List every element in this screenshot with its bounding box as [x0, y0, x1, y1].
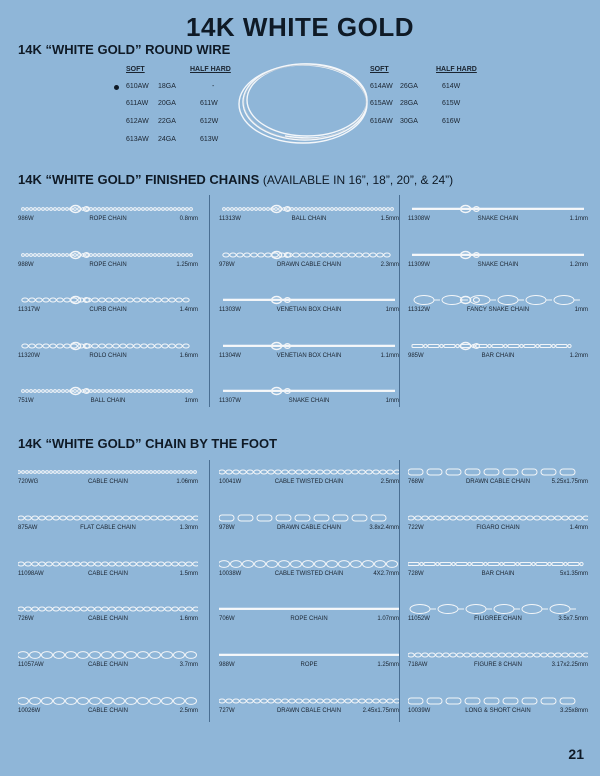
chain-name: VENETIAN BOX CHAIN: [276, 307, 342, 313]
chain-size: 1.5mm: [380, 216, 399, 222]
chain-sku: 10041W: [219, 479, 242, 485]
chain-size: 1.6mm: [179, 616, 198, 623]
chain-name: ROPE: [300, 662, 318, 669]
chain-size: 1mm: [574, 307, 588, 313]
chain-size: 2.5mm: [380, 479, 399, 485]
chain-size: 1.2mm: [569, 352, 588, 359]
chain-image: [18, 602, 198, 616]
chain-item: [408, 511, 588, 557]
chain-image: [219, 248, 399, 262]
wire-soft-sku: 616AW: [370, 118, 393, 125]
wire-gauge: 18GA: [158, 83, 176, 90]
chain-name: DRAWN CABLE CHAIN: [276, 261, 342, 268]
soft-label-right: SOFT: [370, 66, 389, 73]
chain-sku: 726W: [18, 616, 34, 623]
chain-name: ROLO CHAIN: [89, 352, 127, 359]
wire-half-hard-sku: -: [212, 83, 215, 90]
chain-item: [408, 602, 588, 648]
finished-chains-title: 14K “WHITE GOLD” FINISHED CHAINS: [18, 172, 260, 187]
chain-size: 3.7mm: [179, 662, 198, 669]
wire-half-hard-sku: 613W: [200, 136, 219, 143]
chain-name: SNAKE CHAIN: [477, 216, 519, 222]
chain-sku: 720WG: [18, 479, 39, 485]
chain-size: 1.1mm: [380, 352, 399, 359]
chain-size: 2.5mm: [179, 708, 198, 714]
chain-sku: 11098AW: [18, 570, 44, 577]
chain-name: CABLE CHAIN: [87, 708, 128, 714]
chain-image: [408, 293, 588, 307]
chain-sku: 11304W: [219, 352, 241, 359]
chain-sku: 11308W: [408, 216, 430, 222]
chain-size: 1.06mm: [176, 479, 198, 485]
chain-name: BALL CHAIN: [291, 216, 327, 222]
chain-sku: 11320W: [18, 352, 40, 359]
chain-sku: 11052W: [408, 616, 430, 623]
chain-item: [219, 511, 399, 557]
chain-name: DRAWN CBALE CHAIN: [276, 708, 342, 714]
wire-gauge: 24GA: [158, 136, 176, 143]
chain-item: [219, 202, 399, 248]
chain-sku: 875AW: [18, 524, 38, 531]
wire-coil-image: [225, 52, 385, 152]
half-hard-label-right: HALF HARD: [436, 66, 477, 73]
chain-sku: 988W: [18, 261, 34, 268]
chain-size: 1.25mm: [377, 662, 399, 669]
chain-name: CABLE CHAIN: [87, 570, 128, 577]
chain-item: [408, 293, 588, 339]
chain-sku: 978W: [219, 524, 235, 531]
chain-sku: 11307W: [219, 398, 241, 404]
wire-half-hard-sku: 615W: [442, 100, 461, 107]
chain-item: [408, 339, 588, 385]
chain-size: 3.25x8mm: [559, 708, 588, 714]
page-number: 21: [568, 746, 584, 762]
round-wire-heading: 14K “WHITE GOLD” ROUND WIRE: [18, 42, 231, 57]
chain-size: 5.25x1.75mm: [551, 479, 588, 485]
chain-image: [219, 557, 399, 571]
chain-image: [18, 465, 198, 479]
wire-gauge: 20GA: [158, 100, 176, 107]
wire-half-hard-sku: 612W: [200, 118, 219, 125]
wire-soft-sku: 615AW: [370, 100, 393, 107]
chain-image: [219, 648, 399, 662]
column-divider: [209, 195, 210, 407]
soft-label-left: SOFT: [126, 66, 145, 73]
chain-item: [18, 602, 198, 648]
chain-image: [219, 694, 399, 708]
chain-sku: 768W: [408, 479, 424, 485]
chain-item: [219, 248, 399, 294]
chain-item: [408, 694, 588, 740]
chain-item: [18, 202, 198, 248]
chain-size: 2.3mm: [380, 261, 399, 268]
chain-name: FLAT CABLE CHAIN: [80, 524, 136, 531]
chain-image: [408, 202, 588, 216]
chain-size: 3.17x2.25mm: [551, 662, 588, 669]
chain-image: [408, 339, 588, 353]
chain-name: CURB CHAIN: [89, 307, 127, 313]
chain-image: [18, 248, 198, 262]
chain-sku: 988W: [219, 662, 235, 669]
chain-item: [408, 465, 588, 511]
chain-sku: 718AW: [408, 662, 428, 669]
chain-image: [18, 339, 198, 353]
chain-image: [219, 202, 399, 216]
chain-size: 1.5mm: [179, 570, 198, 577]
chain-image: [219, 293, 399, 307]
chain-sku: 10038W: [219, 570, 242, 577]
wire-soft-sku: 610AW: [126, 83, 149, 90]
chain-name: CABLE CHAIN: [87, 662, 128, 669]
chain-name: LONG & SHORT CHAIN: [465, 708, 531, 714]
chain-name: DRAWN CABLE CHAIN: [465, 479, 531, 485]
column-divider: [209, 460, 210, 722]
chain-sku: 11312W: [408, 307, 430, 313]
chain-name: CABLE CHAIN: [87, 616, 128, 623]
chain-sku: 11057AW: [18, 662, 44, 669]
chain-name: CABLE TWISTED CHAIN: [274, 570, 344, 577]
chain-image: [18, 511, 198, 525]
chain-name: BAR CHAIN: [481, 570, 515, 577]
wire-gauge: 28GA: [400, 100, 418, 107]
chain-name: VENETIAN BOX CHAIN: [276, 352, 342, 359]
chain-sku: 706W: [219, 616, 235, 623]
chain-image: [408, 248, 588, 262]
chain-item: [408, 202, 588, 248]
chain-image: [219, 339, 399, 353]
wire-coil-loop: [239, 65, 367, 143]
chain-name: SNAKE CHAIN: [477, 261, 519, 268]
chain-image: [408, 557, 588, 571]
chain-item: [18, 694, 198, 740]
wire-half-hard-sku: 611W: [200, 100, 218, 107]
chain-item: [18, 557, 198, 603]
chain-item: [408, 557, 588, 603]
finished-chains-note: (AVAILABLE IN 16”, 18”, 20”, & 24”): [262, 173, 454, 187]
chain-size: 0.8mm: [179, 216, 198, 222]
chain-image: [408, 465, 588, 479]
wire-half-hard-sku: 616W: [442, 118, 461, 125]
chain-image: [408, 648, 588, 662]
chain-size: 4X2.7mm: [373, 570, 399, 577]
chain-image: [408, 694, 588, 708]
chain-item: [18, 293, 198, 339]
chain-item: [18, 465, 198, 511]
chain-item: [219, 339, 399, 385]
half-hard-label-left: HALF HARD: [190, 66, 231, 73]
finished-chains-heading: [18, 172, 453, 187]
chain-sku: 11303W: [219, 307, 241, 313]
chain-size: 1.1mm: [569, 216, 588, 222]
chain-size: 1mm: [385, 398, 399, 404]
chain-sku: 722W: [408, 524, 424, 531]
chain-size: 3.5x7.5mm: [558, 616, 588, 623]
chain-item: [18, 511, 198, 557]
chain-item: [18, 384, 198, 430]
chain-size: 1.07mm: [377, 616, 399, 623]
chain-name: FIGURE 8 CHAIN: [473, 662, 522, 669]
chain-item: [219, 648, 399, 694]
by-foot-heading: 14K “WHITE GOLD” CHAIN BY THE FOOT: [18, 436, 278, 451]
chain-name: ROPE CHAIN: [89, 216, 127, 222]
chain-item: [18, 648, 198, 694]
wire-half-hard-sku: 614W: [442, 83, 461, 90]
wire-gauge: 26GA: [400, 83, 418, 90]
chain-size: 1.2mm: [569, 261, 588, 268]
chain-image: [219, 465, 399, 479]
chain-sku: 728W: [408, 570, 424, 577]
chain-name: CABLE TWISTED CHAIN: [274, 479, 344, 485]
chain-size: 1.25mm: [176, 261, 198, 268]
chain-item: [219, 557, 399, 603]
chain-size: 1.6mm: [179, 352, 198, 359]
chain-sku: 978W: [219, 261, 235, 268]
chain-item: [408, 648, 588, 694]
chain-image: [18, 293, 198, 307]
chain-item: [18, 339, 198, 385]
chain-sku: 11309W: [408, 261, 430, 268]
chain-item: [219, 384, 399, 430]
wire-gauge: 22GA: [158, 118, 176, 125]
wire-soft-sku: 612AW: [126, 118, 149, 125]
chain-image: [18, 557, 198, 571]
chain-sku: 985W: [408, 352, 424, 359]
page-title: 14K WHITE GOLD: [185, 12, 414, 42]
chain-sku: 11317W: [18, 307, 40, 313]
chain-size: 1.4mm: [179, 307, 198, 313]
chain-name: BALL CHAIN: [90, 398, 126, 404]
chain-sku: 10026W: [18, 708, 41, 714]
chain-item: [219, 602, 399, 648]
chain-image: [219, 511, 399, 525]
wire-coil-loop: [243, 64, 367, 140]
wire-gauge: 30GA: [400, 118, 418, 125]
wire-soft-sku: 614AW: [370, 83, 393, 90]
chain-name: CABLE CHAIN: [87, 479, 128, 485]
chain-name: ROPE CHAIN: [89, 261, 127, 268]
chain-item: [219, 465, 399, 511]
chain-name: BAR CHAIN: [481, 352, 515, 359]
chain-size: 2.45x1.75mm: [362, 708, 399, 714]
chain-sku: 986W: [18, 216, 34, 222]
chain-size: 1.3mm: [179, 524, 198, 531]
chain-size: 1mm: [385, 307, 399, 313]
chain-name: FIGARO CHAIN: [476, 524, 520, 531]
wire-coil-loop: [247, 64, 367, 136]
chain-sku: 10039W: [408, 708, 431, 714]
chain-item: [219, 293, 399, 339]
chain-name: FANCY SNAKE CHAIN: [466, 307, 530, 313]
chain-item: [219, 694, 399, 740]
chain-image: [18, 202, 198, 216]
chain-image: [408, 511, 588, 525]
bullet-icon: [114, 85, 119, 90]
chain-image: [18, 384, 198, 398]
chain-sku: 727W: [219, 708, 235, 714]
chain-size: 5x1.35mm: [559, 570, 588, 577]
chain-name: ROPE CHAIN: [290, 616, 328, 623]
chain-name: SNAKE CHAIN: [288, 398, 330, 404]
chain-item: [408, 248, 588, 294]
chain-sku: 751W: [18, 398, 34, 404]
chain-sku: 11313W: [219, 216, 241, 222]
chain-image: [219, 384, 399, 398]
chain-size: 3.8x2.4mm: [369, 524, 399, 531]
wire-soft-sku: 613AW: [126, 136, 149, 143]
column-divider: [399, 460, 400, 722]
chain-image: [18, 694, 198, 708]
wire-soft-sku: 611AW: [126, 100, 149, 107]
chain-image: [18, 648, 198, 662]
chain-image: [219, 602, 399, 616]
chain-image: [408, 602, 588, 616]
chain-size: 1mm: [184, 398, 198, 404]
chain-name: DRAWN CABLE CHAIN: [276, 524, 342, 531]
chain-size: 1.4mm: [569, 524, 588, 531]
column-divider: [399, 195, 400, 407]
chain-name: FILIGREE CHAIN: [474, 616, 522, 623]
chain-item: [18, 248, 198, 294]
